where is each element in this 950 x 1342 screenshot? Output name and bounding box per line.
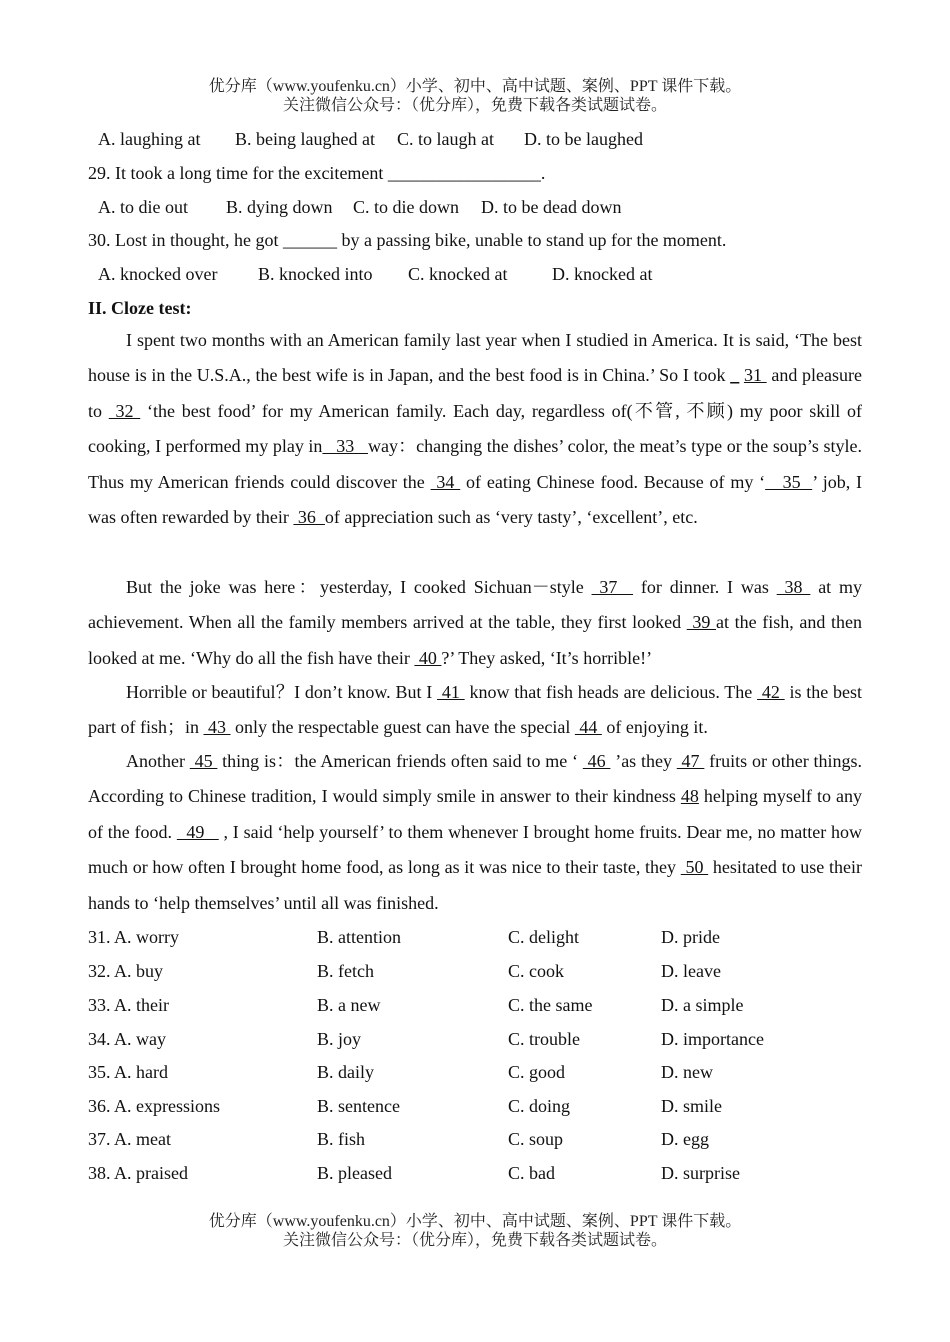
cloze-blank: 42 bbox=[757, 682, 785, 702]
option-a: 35. A. hard bbox=[88, 1062, 168, 1082]
option-c: C. bad bbox=[508, 1163, 555, 1183]
passage-text: of appreciation such as ‘very tasty’, ‘excellent’, etc. bbox=[324, 507, 698, 528]
passage-text: ’ job, I was often rewarded by their bbox=[88, 471, 862, 528]
cloze-blank: _ bbox=[730, 365, 740, 386]
option-d: D. leave bbox=[661, 961, 721, 981]
cloze-blank: 35 bbox=[765, 471, 813, 492]
q30-options bbox=[98, 263, 652, 285]
q29-stem: 29. It took a long time for the excitement _________________. bbox=[88, 163, 546, 183]
option-d: D. a simple bbox=[661, 995, 744, 1015]
cloze-blank: 31 bbox=[743, 365, 767, 386]
option-a: 32. A. buy bbox=[88, 961, 164, 981]
passage-text: for dinner. I was bbox=[633, 577, 777, 597]
q30-option-a: A. knocked over bbox=[98, 264, 218, 284]
option-a: 31. A. worry bbox=[88, 927, 179, 947]
option-a: 37. A. meat bbox=[88, 1129, 171, 1149]
passage-text: hesitated to use their hands to ‘help themselves’ until all was finished. bbox=[88, 857, 862, 913]
header-line-1: 优分库（www.youfenku.cn）小学、初中、高中试题、案例、PPT 课件下载。 bbox=[208, 78, 742, 95]
q28-option-b: B. being laughed at bbox=[235, 129, 375, 149]
option-d: D. egg bbox=[661, 1129, 709, 1149]
cloze-paragraph-4 bbox=[88, 744, 862, 921]
passage-text: fruits or other things. According to Chinese tradition, I would simply smile in answer to their kindness bbox=[88, 751, 863, 807]
page-header bbox=[0, 77, 950, 115]
passage-text: Horrible or beautiful？I don’t know. But I bbox=[126, 682, 438, 702]
q29-options bbox=[98, 196, 621, 218]
cloze-blank: 38 bbox=[776, 577, 811, 597]
q30-option-d: D. knocked at bbox=[552, 264, 653, 284]
q30-stem: 30. Lost in thought, he got ______ by a passing bike, unable to stand up for the moment. bbox=[88, 230, 727, 250]
passage-text: ‘the best food’ for my American family. Each day, regardless of(不管, 不顾) my poor skill of cooking, I performed my play in bbox=[88, 400, 862, 457]
passage-text: know that fish heads are delicious. The bbox=[464, 682, 758, 702]
q30-option-c: C. knocked at bbox=[408, 264, 508, 284]
cloze-blank: 44 bbox=[574, 717, 602, 738]
header-line-2: 关注微信公众号：（优分库），免费下载各类试题试卷。 bbox=[282, 97, 667, 114]
option-b: B. joy bbox=[317, 1029, 362, 1049]
option-c: C. delight bbox=[508, 927, 579, 947]
passage-text: of eating Chinese food. Because of my ‘ bbox=[460, 471, 766, 492]
option-c: C. the same bbox=[508, 995, 593, 1015]
cloze-blank: 49 bbox=[176, 821, 219, 842]
option-b: B. pleased bbox=[317, 1163, 392, 1183]
passage-text: But the joke was here：yesterday, I cooked Sichuan－style bbox=[126, 577, 592, 597]
q29-option-b: B. dying down bbox=[226, 197, 333, 217]
option-b: B. daily bbox=[317, 1062, 374, 1082]
passage-text: I spent two months with an American family last year when I studied in America. It is said, ‘The best house is in the U.S.A., the best wife is in Japan, and the best food is in China.’ So I took bbox=[88, 330, 862, 386]
option-c: C. cook bbox=[508, 961, 564, 981]
footer-line-1: 优分库（www.youfenku.cn）小学、初中、高中试题、案例、PPT 课件下载。 bbox=[208, 1213, 742, 1230]
q29-option-a: A. to die out bbox=[98, 197, 188, 217]
q29-option-c: C. to die down bbox=[353, 197, 459, 217]
q28-option-c: C. to laugh at bbox=[397, 129, 494, 149]
passage-text: ?’ They asked, ‘It’s horrible!’ bbox=[441, 647, 653, 668]
cloze-blank: 48 bbox=[680, 786, 699, 807]
option-a: 33. A. their bbox=[88, 995, 169, 1015]
cloze-blank: 40 bbox=[414, 647, 442, 668]
option-a: 36. A. expressions bbox=[88, 1096, 220, 1116]
footer-line-2: 关注微信公众号：（优分库），免费下载各类试题试卷。 bbox=[282, 1232, 667, 1249]
cloze-blank: 37 bbox=[591, 577, 634, 597]
cloze-blank: 41 bbox=[437, 682, 465, 702]
option-c: C. soup bbox=[508, 1129, 564, 1149]
passage-text: helping myself to any of the food. bbox=[88, 786, 862, 842]
section-title: II. Cloze test: bbox=[88, 298, 192, 318]
option-b: B. sentence bbox=[317, 1096, 400, 1116]
q28-option-a: A. laughing at bbox=[98, 129, 201, 149]
option-c: C. good bbox=[508, 1062, 566, 1082]
option-b: B. fish bbox=[317, 1129, 366, 1149]
cloze-blank: 33 bbox=[322, 436, 368, 457]
passage-text: , I said ‘help yourself’ to them whenever I brought home fruits. Dear me, no matter how much or how often I brought home food, as long as it was nice to their taste, they bbox=[88, 821, 862, 878]
option-c: C. doing bbox=[508, 1096, 571, 1116]
option-d: D. surprise bbox=[661, 1163, 740, 1183]
cloze-blank: 50 bbox=[680, 857, 709, 878]
page-footer bbox=[0, 1212, 950, 1250]
passage-text: only the respectable guest can have the special bbox=[230, 717, 575, 738]
passage-text: of enjoying it. bbox=[601, 717, 708, 738]
option-b: B. fetch bbox=[317, 961, 374, 981]
option-d: D. importance bbox=[661, 1029, 764, 1049]
option-b: B. a new bbox=[317, 995, 381, 1015]
option-d: D. pride bbox=[661, 927, 720, 947]
passage-text: at my achievement. When all the family members arrived at the table, they first looked bbox=[88, 577, 863, 633]
passage-text: and pleasure to bbox=[88, 365, 862, 421]
cloze-paragraph-2 bbox=[88, 570, 862, 676]
cloze-blank: 39 bbox=[686, 612, 716, 633]
option-b: B. attention bbox=[317, 927, 401, 947]
cloze-blank: 34 bbox=[430, 471, 461, 492]
passage-text: Another bbox=[126, 751, 190, 771]
passage-text: way：changing the dishes’ color, the meat’s type or the soup’s style. Thus my American friends could discover the bbox=[88, 436, 862, 492]
option-c: C. trouble bbox=[508, 1029, 580, 1049]
option-a: 38. A. praised bbox=[88, 1163, 188, 1183]
passage-text: ’as they bbox=[610, 751, 677, 771]
cloze-blank: 47 bbox=[676, 751, 705, 771]
cloze-blank: 36 bbox=[293, 507, 325, 528]
cloze-blank: 46 bbox=[582, 751, 611, 771]
cloze-blank: 43 bbox=[203, 717, 231, 738]
cloze-paragraph-3 bbox=[88, 675, 862, 746]
cloze-blank: 45 bbox=[189, 751, 218, 771]
option-d: D. smile bbox=[661, 1096, 722, 1116]
passage-text: is the best part of fish；in bbox=[88, 682, 863, 738]
passage-text: thing is：the American friends often said to me ‘ bbox=[217, 751, 583, 771]
q30-option-b: B. knocked into bbox=[258, 264, 373, 284]
passage-text: at the fish, and then looked at me. ‘Why do all the fish have their bbox=[88, 612, 862, 668]
q28-option-d: D. to be laughed bbox=[524, 129, 643, 149]
option-a: 34. A. way bbox=[88, 1029, 166, 1049]
cloze-paragraph-1 bbox=[88, 323, 862, 535]
q29-option-d: D. to be dead down bbox=[481, 197, 622, 217]
option-d: D. new bbox=[661, 1062, 713, 1082]
cloze-blank: 32 bbox=[108, 400, 141, 421]
q28-options bbox=[98, 128, 643, 150]
